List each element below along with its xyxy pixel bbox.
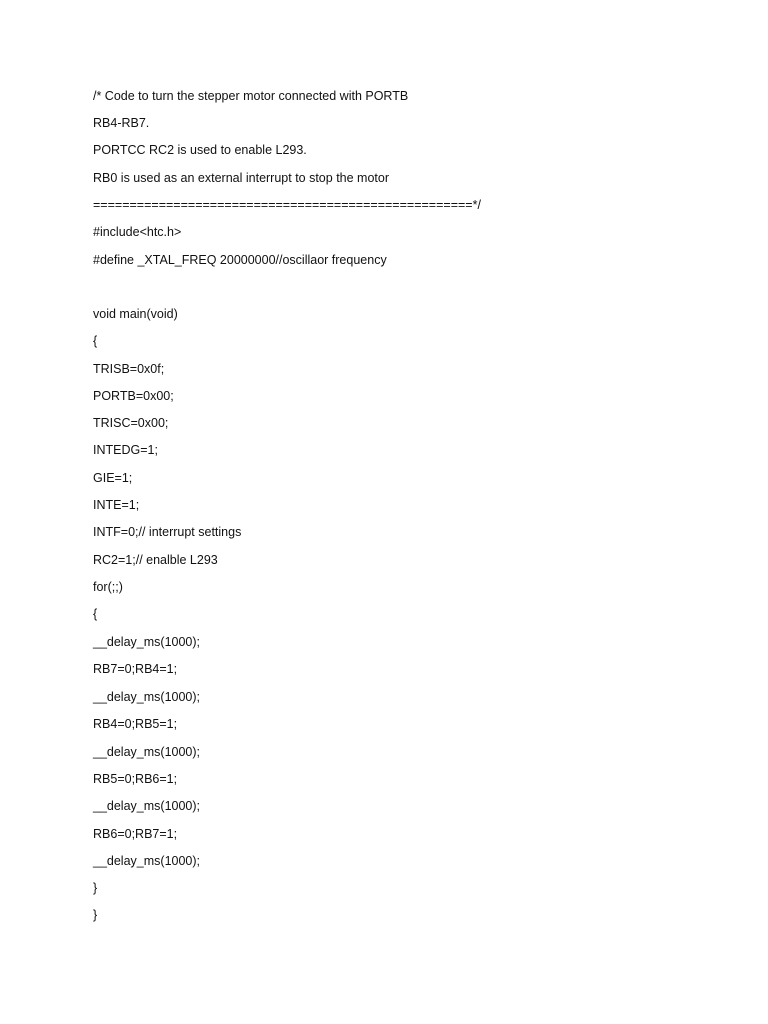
code-line-define: #define _XTAL_FREQ 20000000//oscillaor frequency [93,253,387,267]
code-line: __delay_ms(1000); [93,799,201,813]
code-line-comment: PORTCC RC2 is used to enable L293. [93,143,307,157]
code-line-include: #include<htc.h> [93,225,182,239]
code-line: TRISB=0x0f; [93,362,165,376]
code-line: __delay_ms(1000); [93,854,201,868]
code-line: __delay_ms(1000); [93,745,201,759]
code-line: TRISC=0x00; [93,416,169,430]
code-line: INTE=1; [93,498,140,512]
code-line: GIE=1; [93,471,133,485]
code-line-comment-start: /* Code to turn the stepper motor connected with PORTB [93,89,409,103]
code-line-brace: } [93,908,98,922]
code-line: PORTB=0x00; [93,389,174,403]
code-line: RC2=1;// enalble L293 [93,553,218,567]
code-line: __delay_ms(1000); [93,635,201,649]
code-line: INTEDG=1; [93,443,158,457]
code-line: RB4=0;RB5=1; [93,717,178,731]
code-line-comment: RB4-RB7. [93,116,150,130]
code-line: RB5=0;RB6=1; [93,772,178,786]
code-line-brace: } [93,881,98,895]
code-line-brace: { [93,334,98,348]
code-line: RB7=0;RB4=1; [93,662,178,676]
code-line-comment: RB0 is used as an external interrupt to stop the motor [93,171,389,185]
code-line-main: void main(void) [93,307,178,321]
code-line-comment-end: ====================================================*/ [93,198,481,212]
code-line: INTF=0;// interrupt settings [93,525,242,539]
code-line: __delay_ms(1000); [93,690,201,704]
code-line-for: for(;;) [93,580,123,594]
code-line: RB6=0;RB7=1; [93,827,178,841]
code-line-brace: { [93,607,98,621]
